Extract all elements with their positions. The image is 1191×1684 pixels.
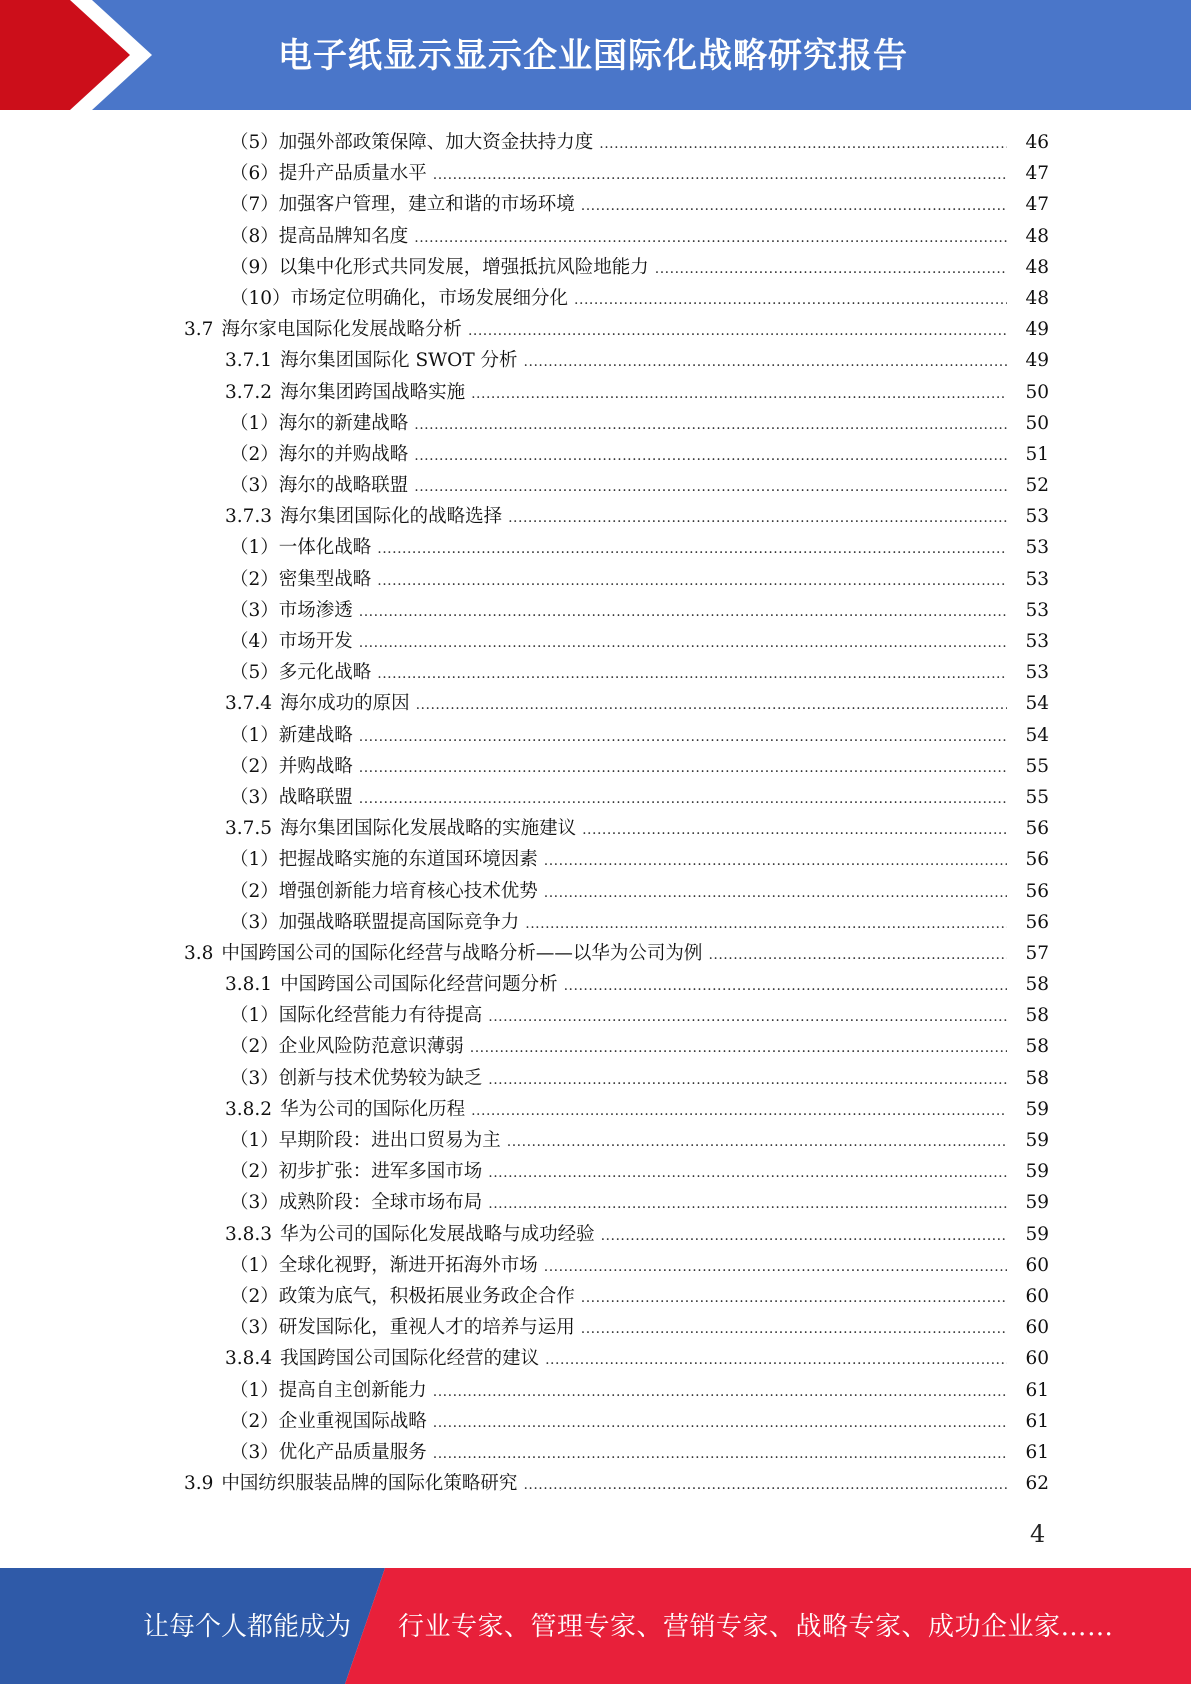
toc-entry-title: 海尔集团跨国战略实施 (280, 381, 466, 403)
footer-slogan-left: 让每个人都能成为 (143, 1612, 352, 1642)
toc-entry-title: （3）研发国际化，重视人才的培养与运用 (230, 1317, 575, 1339)
toc-dot-leader (544, 876, 1007, 909)
toc-entry-title: （1）提高自主创新能力 (230, 1379, 427, 1401)
toc-entry-title: （3）海尔的战略联盟 (230, 475, 409, 497)
toc-entry-title: 中国纺织服装品牌的国际化策略研究 (221, 1473, 518, 1495)
toc-section-number: 3.7.2 (225, 381, 273, 403)
toc-page-number: 56 (1025, 911, 1049, 933)
toc-dot-leader (544, 844, 1007, 877)
toc-dot-leader (525, 907, 1007, 940)
toc-entry[interactable] (0, 1343, 1191, 1374)
toc-entry-title: 海尔集团国际化的战略选择 (280, 506, 503, 528)
page-header (0, 0, 1191, 110)
toc-entry-title: （3）战略联盟 (230, 786, 353, 808)
table-of-contents (0, 127, 1191, 1499)
toc-page-number: 59 (1025, 1223, 1049, 1245)
toc-dot-leader (488, 1063, 1007, 1096)
toc-page-number: 60 (1025, 1317, 1049, 1339)
toc-entry-title: 中国跨国公司国际化经营问题分析 (280, 974, 558, 996)
toc-entry[interactable] (0, 1375, 1191, 1406)
toc-page-number: 49 (1025, 319, 1049, 341)
toc-entry-title: （3）成熟阶段：全球市场布局 (230, 1192, 483, 1214)
toc-section-number: 3.8 (184, 942, 214, 964)
toc-entry-title: （3）创新与技术优势较为缺乏 (230, 1067, 483, 1089)
toc-dot-leader (359, 782, 1007, 815)
toc-page-number: 55 (1025, 786, 1049, 808)
toc-entry-title: （5）加强外部政策保障、加大资金扶持力度 (230, 132, 594, 153)
toc-dot-leader (468, 314, 1007, 347)
toc-entry[interactable] (0, 127, 1191, 158)
toc-page-number: 61 (1025, 1379, 1049, 1401)
toc-dot-leader (359, 751, 1007, 784)
toc-page-number: 61 (1025, 1441, 1049, 1463)
toc-page-number: 55 (1025, 755, 1049, 777)
toc-page-number: 60 (1025, 1348, 1049, 1370)
toc-entry[interactable] (0, 751, 1191, 782)
toc-entry[interactable] (0, 626, 1191, 657)
toc-dot-leader (433, 1437, 1007, 1470)
toc-dot-leader (488, 1156, 1007, 1189)
toc-entry[interactable] (0, 938, 1191, 969)
toc-entry-title: （1）一体化战略 (230, 537, 372, 559)
toc-dot-leader (581, 189, 1007, 222)
toc-entry-title: （1）全球化视野，渐进开拓海外市场 (230, 1254, 538, 1276)
toc-entry[interactable] (0, 720, 1191, 751)
toc-page-number: 56 (1025, 818, 1049, 840)
toc-entry-title: （2）海尔的并购战略 (230, 443, 409, 465)
toc-entry-title: （1）把握战略实施的东道国环境因素 (230, 849, 538, 871)
toc-entry[interactable] (0, 532, 1191, 563)
toc-section-number: 3.8.2 (225, 1098, 273, 1120)
toc-entry-title: （5）多元化战略 (230, 662, 372, 684)
toc-page-number: 49 (1025, 350, 1049, 372)
toc-dot-leader (601, 1219, 1007, 1252)
toc-dot-leader (564, 969, 1007, 1002)
toc-page-number: 48 (1025, 256, 1049, 278)
toc-dot-leader (471, 1094, 1007, 1127)
toc-entry-title: （1）早期阶段：进出口贸易为主 (230, 1130, 501, 1151)
toc-entry-title: （3）市场渗透 (230, 599, 353, 621)
toc-entry[interactable] (0, 813, 1191, 844)
toc-page-number: 52 (1025, 475, 1049, 497)
toc-dot-leader (544, 1250, 1007, 1283)
toc-entry[interactable] (0, 1281, 1191, 1312)
toc-dot-leader (508, 501, 1007, 534)
toc-page-number: 53 (1025, 506, 1049, 528)
toc-entry[interactable] (0, 688, 1191, 719)
toc-entry-title: （2）并购战略 (230, 755, 353, 777)
toc-entry-title: （4）市场开发 (230, 631, 353, 652)
toc-entry[interactable] (0, 221, 1191, 252)
toc-dot-leader (581, 1281, 1007, 1314)
toc-page-number: 48 (1025, 225, 1049, 247)
toc-dot-leader (416, 688, 1007, 721)
toc-page-number: 54 (1025, 693, 1049, 715)
toc-entry[interactable] (0, 158, 1191, 189)
toc-entry[interactable] (0, 1000, 1191, 1031)
toc-entry[interactable] (0, 907, 1191, 938)
toc-page-number: 51 (1025, 443, 1049, 465)
toc-dot-leader (414, 439, 1007, 472)
toc-entry[interactable] (0, 1125, 1191, 1156)
toc-page-number: 48 (1025, 287, 1049, 309)
toc-dot-leader (433, 1375, 1007, 1408)
toc-entry-title: （2）初步扩张：进军多国市场 (230, 1161, 483, 1183)
toc-dot-leader (433, 158, 1007, 191)
toc-entry[interactable] (0, 1250, 1191, 1281)
toc-entry[interactable] (0, 595, 1191, 626)
toc-entry-title: （8）提高品牌知名度 (230, 225, 409, 247)
toc-dot-leader (470, 1031, 1007, 1064)
toc-page-number: 53 (1025, 662, 1049, 684)
toc-dot-leader (523, 1468, 1007, 1501)
toc-dot-leader (581, 1312, 1007, 1345)
toc-section-number: 3.8.3 (225, 1223, 273, 1245)
toc-entry[interactable] (0, 439, 1191, 470)
toc-page-number: 61 (1025, 1410, 1049, 1432)
toc-entry[interactable] (0, 252, 1191, 283)
toc-page-number: 47 (1025, 194, 1049, 216)
toc-entry[interactable] (0, 969, 1191, 1000)
toc-entry-title: （3）加强战略联盟提高国际竞争力 (230, 911, 520, 933)
toc-entry[interactable] (0, 876, 1191, 907)
toc-dot-leader (414, 221, 1007, 254)
toc-page-number: 53 (1025, 537, 1049, 559)
toc-dot-leader (377, 657, 1007, 690)
toc-page-number: 54 (1025, 724, 1049, 746)
toc-entry[interactable] (0, 1468, 1191, 1499)
toc-entry[interactable] (0, 657, 1191, 688)
toc-section-number: 3.7.5 (225, 818, 273, 840)
toc-entry-title: （7）加强客户管理，建立和谐的市场环境 (230, 194, 575, 216)
toc-entry[interactable] (0, 1406, 1191, 1437)
toc-entry-title: （9）以集中化形式共同发展，增强抵抗风险地能力 (230, 256, 649, 278)
toc-entry[interactable] (0, 1156, 1191, 1187)
toc-page-number: 58 (1025, 1067, 1049, 1089)
toc-dot-leader (359, 720, 1007, 753)
toc-entry-title: （3）优化产品质量服务 (230, 1441, 427, 1463)
toc-dot-leader (488, 1000, 1007, 1033)
toc-entry-title: （1）国际化经营能力有待提高 (230, 1005, 483, 1027)
toc-dot-leader (545, 1343, 1007, 1376)
toc-page-number: 50 (1025, 412, 1049, 434)
toc-entry[interactable] (0, 1437, 1191, 1468)
toc-entry[interactable] (0, 1219, 1191, 1250)
toc-section-number: 3.8.1 (225, 974, 273, 996)
page-footer (0, 1568, 1191, 1684)
toc-entry-title: （1）新建战略 (230, 724, 353, 746)
toc-entry-title: 海尔集团国际化 SWOT 分析 (280, 350, 518, 372)
toc-page-number: 56 (1025, 849, 1049, 871)
document-title: 电子纸显示显示企业国际化战略研究报告 (278, 36, 908, 76)
toc-dot-leader (488, 1187, 1007, 1220)
toc-section-number: 3.9 (184, 1473, 214, 1495)
toc-entry[interactable] (0, 345, 1191, 376)
toc-entry-title: （6）提升产品质量水平 (230, 163, 427, 185)
toc-section-number: 3.7 (184, 319, 214, 341)
toc-entry[interactable] (0, 501, 1191, 532)
toc-entry[interactable] (0, 1187, 1191, 1218)
toc-entry[interactable] (0, 782, 1191, 813)
toc-dot-leader (414, 408, 1007, 441)
toc-dot-leader (582, 813, 1007, 846)
toc-entry-title: （2）密集型战略 (230, 568, 372, 590)
toc-page-number: 60 (1025, 1285, 1049, 1307)
toc-dot-leader (708, 938, 1007, 971)
toc-page-number: 58 (1025, 1005, 1049, 1027)
toc-entry[interactable] (0, 314, 1191, 345)
toc-page-number: 53 (1025, 631, 1049, 652)
toc-section-number: 3.7.1 (225, 350, 273, 372)
toc-page-number: 59 (1025, 1192, 1049, 1214)
toc-dot-leader (433, 1406, 1007, 1439)
toc-entry-title: （2）政策为底气，积极拓展业务政企合作 (230, 1285, 575, 1307)
toc-dot-leader (377, 564, 1007, 597)
toc-page-number: 53 (1025, 568, 1049, 590)
toc-entry[interactable] (0, 283, 1191, 314)
toc-entry[interactable] (0, 844, 1191, 875)
toc-section-number: 3.8.4 (225, 1348, 273, 1370)
toc-page-number: 59 (1025, 1130, 1049, 1151)
toc-dot-leader (377, 532, 1007, 565)
page-number: 4 (1030, 1520, 1046, 1548)
toc-entry[interactable] (0, 1312, 1191, 1343)
toc-entry[interactable] (0, 408, 1191, 439)
toc-page-number: 59 (1025, 1161, 1049, 1183)
toc-dot-leader (359, 626, 1007, 659)
toc-entry-title: （10）市场定位明确化，市场发展细分化 (230, 287, 569, 309)
toc-page-number: 62 (1025, 1473, 1049, 1495)
toc-entry-title: 海尔家电国际化发展战略分析 (221, 319, 462, 341)
toc-entry-title: （2）企业风险防范意识薄弱 (230, 1036, 464, 1058)
toc-dot-leader (507, 1125, 1007, 1158)
toc-page-number: 60 (1025, 1254, 1049, 1276)
toc-page-number: 50 (1025, 381, 1049, 403)
toc-page-number: 57 (1025, 942, 1049, 964)
toc-page-number: 53 (1025, 599, 1049, 621)
toc-page-number: 47 (1025, 163, 1049, 185)
toc-entry-title: 华为公司的国际化历程 (280, 1098, 466, 1120)
toc-dot-leader (359, 595, 1007, 628)
toc-page-number: 58 (1025, 974, 1049, 996)
footer-slogan-right: 行业专家、管理专家、营销专家、战略专家、成功企业家…… (398, 1612, 1114, 1642)
toc-entry-title: （1）海尔的新建战略 (230, 412, 409, 434)
toc-entry[interactable] (0, 189, 1191, 220)
toc-entry-title: 中国跨国公司的国际化经营与战略分析——以华为公司为例 (221, 942, 703, 964)
toc-entry-title: 华为公司的国际化发展战略与成功经验 (280, 1223, 595, 1245)
toc-entry[interactable] (0, 470, 1191, 501)
toc-dot-leader (524, 345, 1007, 378)
toc-entry-title: 海尔成功的原因 (280, 693, 410, 715)
toc-page-number: 56 (1025, 880, 1049, 902)
toc-page-number: 59 (1025, 1098, 1049, 1120)
toc-section-number: 3.7.4 (225, 693, 273, 715)
toc-dot-leader (655, 252, 1007, 285)
toc-dot-leader (599, 127, 1007, 160)
toc-entry[interactable] (0, 1094, 1191, 1125)
toc-entry[interactable] (0, 564, 1191, 595)
toc-dot-leader (471, 377, 1007, 410)
toc-entry-title: 我国跨国公司国际化经营的建议 (280, 1348, 540, 1370)
toc-entry-title: （2）企业重视国际战略 (230, 1410, 427, 1432)
toc-page-number: 46 (1025, 132, 1049, 153)
toc-entry-title: 海尔集团国际化发展战略的实施建议 (280, 818, 577, 840)
toc-page-number: 58 (1025, 1036, 1049, 1058)
toc-dot-leader (414, 470, 1007, 503)
toc-dot-leader (574, 283, 1007, 316)
toc-entry-title: （2）增强创新能力培育核心技术优势 (230, 880, 538, 902)
toc-section-number: 3.7.3 (225, 506, 273, 528)
toc-entry[interactable] (0, 377, 1191, 408)
toc-entry[interactable] (0, 1031, 1191, 1062)
toc-entry[interactable] (0, 1063, 1191, 1094)
